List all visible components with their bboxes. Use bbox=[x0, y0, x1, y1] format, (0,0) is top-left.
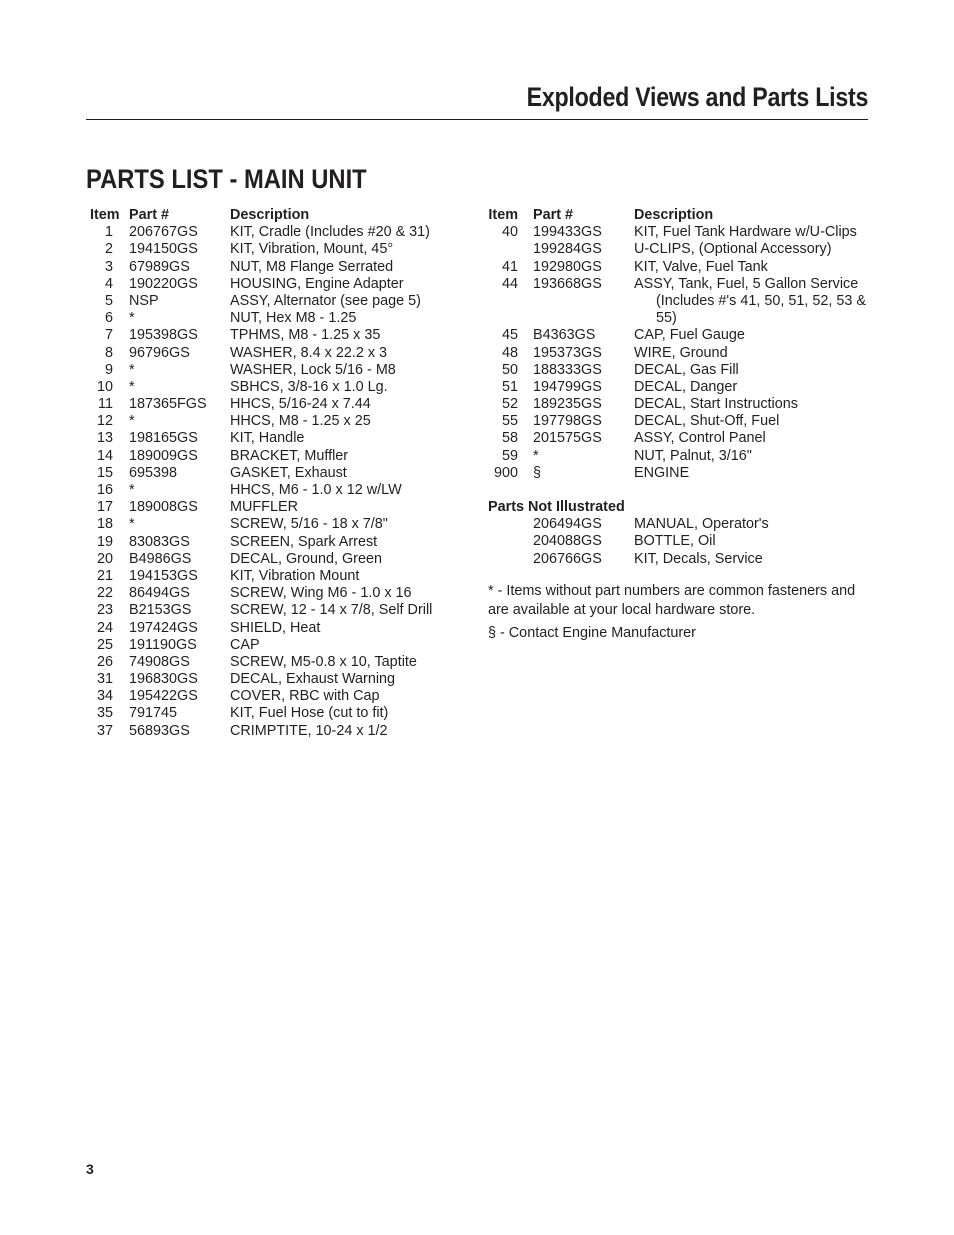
part-description: MANUAL, Operator's bbox=[634, 516, 769, 533]
part-number: B2153GS bbox=[129, 602, 192, 619]
part-number: 96796GS bbox=[129, 344, 190, 361]
section-note: § - Contact Engine Manufacturer bbox=[488, 625, 696, 641]
part-description-continuation: 55) bbox=[656, 310, 677, 327]
part-description: DECAL, Start Instructions bbox=[634, 396, 798, 413]
item-number: 11 bbox=[98, 396, 113, 413]
table-row bbox=[488, 345, 878, 362]
part-description: SBHCS, 3/8-16 x 1.0 Lg. bbox=[230, 378, 388, 395]
part-number: * bbox=[533, 447, 539, 464]
part-description: DECAL, Gas Fill bbox=[634, 361, 739, 378]
part-number: 194153GS bbox=[129, 567, 198, 584]
item-number: 55 bbox=[501, 413, 518, 430]
item-number: 31 bbox=[96, 671, 113, 688]
item-number: 18 bbox=[96, 516, 113, 533]
item-number: 14 bbox=[96, 447, 113, 464]
part-description: KIT, Vibration Mount bbox=[230, 567, 360, 584]
table-row bbox=[488, 533, 878, 550]
part-number: 206767GS bbox=[129, 224, 198, 241]
table-row bbox=[488, 327, 878, 344]
table-row bbox=[90, 499, 460, 516]
part-number: * bbox=[129, 482, 135, 498]
item-number: 25 bbox=[96, 636, 113, 653]
item-number: 17 bbox=[96, 499, 113, 516]
part-description: CRIMPTITE, 10-24 x 1/2 bbox=[230, 722, 388, 739]
part-description: NUT, Hex M8 - 1.25 bbox=[230, 310, 357, 327]
part-description: HHCS, M8 - 1.25 x 25 bbox=[230, 413, 371, 430]
part-description: KIT, Decals, Service bbox=[634, 550, 763, 567]
part-description: U-CLIPS, (Optional Accessory) bbox=[634, 241, 832, 258]
column-header-item: Item bbox=[90, 207, 120, 223]
part-description: KIT, Valve, Fuel Tank bbox=[634, 258, 768, 275]
part-number: 195422GS bbox=[129, 688, 198, 705]
item-number: 15 bbox=[96, 464, 113, 481]
part-description: DECAL, Ground, Green bbox=[230, 550, 382, 567]
part-number: 187365FGS bbox=[129, 396, 207, 413]
part-description: MUFFLER bbox=[230, 499, 298, 516]
part-description: COVER, RBC with Cap bbox=[230, 688, 380, 705]
page-title: PARTS LIST - MAIN UNIT bbox=[86, 164, 367, 194]
table-row bbox=[90, 465, 460, 482]
item-number: 59 bbox=[501, 447, 518, 464]
part-number: * bbox=[129, 378, 135, 395]
table-row bbox=[90, 396, 460, 413]
part-description: WIRE, Ground bbox=[634, 344, 728, 361]
table-body bbox=[488, 224, 878, 482]
item-number: 23 bbox=[96, 602, 113, 619]
part-description: SCREW, 12 - 14 x 7/8, Self Drill bbox=[230, 602, 433, 619]
part-description: HOUSING, Engine Adapter bbox=[230, 275, 404, 292]
part-number: 204088GS bbox=[533, 533, 602, 550]
part-description: KIT, Vibration, Mount, 45° bbox=[230, 241, 394, 258]
item-number: 48 bbox=[501, 344, 518, 361]
part-description: ENGINE bbox=[634, 464, 690, 481]
part-number: 56893GS bbox=[129, 722, 190, 739]
page-number: 3 bbox=[86, 1161, 94, 1177]
table-row bbox=[90, 534, 460, 551]
item-number: 52 bbox=[501, 396, 518, 413]
table-row bbox=[90, 482, 460, 499]
part-description: KIT, Fuel Tank Hardware w/U-Clips bbox=[634, 224, 857, 241]
table-row bbox=[90, 585, 460, 602]
table-row bbox=[90, 310, 460, 327]
item-number: 20 bbox=[96, 550, 113, 567]
table-row bbox=[90, 430, 460, 447]
table-row bbox=[90, 620, 460, 637]
part-description: CAP, Fuel Gauge bbox=[634, 327, 745, 344]
table-header bbox=[90, 207, 460, 224]
part-number: 791745 bbox=[129, 705, 178, 722]
column-header-description: Description bbox=[634, 207, 714, 223]
part-number: 86494GS bbox=[129, 585, 190, 602]
item-number: 34 bbox=[96, 688, 113, 705]
table-row bbox=[90, 413, 460, 430]
part-description: HHCS, M6 - 1.0 x 12 w/LW bbox=[230, 482, 402, 498]
part-number: * bbox=[129, 361, 135, 378]
item-number: 50 bbox=[501, 361, 518, 378]
item-number: 4 bbox=[104, 275, 113, 292]
table-row bbox=[90, 637, 460, 654]
part-description: CAP bbox=[230, 636, 260, 653]
table-row bbox=[90, 241, 460, 258]
part-number: 199284GS bbox=[533, 241, 602, 258]
asterisk-note: * - Items without part numbers are common fasteners and are available at your local hardware store. bbox=[488, 583, 856, 618]
table-row bbox=[488, 465, 878, 482]
parts-table-right bbox=[488, 207, 878, 568]
item-number: 35 bbox=[96, 705, 113, 722]
part-number: NSP bbox=[129, 292, 159, 309]
table-row-continuation bbox=[488, 310, 878, 327]
part-number: 189235GS bbox=[533, 396, 602, 413]
table-row bbox=[488, 551, 878, 568]
part-number: 189009GS bbox=[129, 447, 198, 464]
table-row bbox=[90, 516, 460, 533]
part-number: B4363GS bbox=[533, 327, 596, 344]
part-number: 83083GS bbox=[129, 533, 190, 550]
part-number: * bbox=[129, 310, 135, 327]
item-number: 2 bbox=[104, 241, 113, 258]
item-number: 16 bbox=[96, 482, 113, 498]
table-row bbox=[90, 671, 460, 688]
item-number: 10 bbox=[96, 378, 113, 395]
part-description: KIT, Fuel Hose (cut to fit) bbox=[230, 705, 389, 722]
table-row bbox=[90, 448, 460, 465]
header-title: Exploded Views and Parts Lists bbox=[526, 82, 868, 112]
part-number: * bbox=[129, 413, 135, 430]
part-number: 196830GS bbox=[129, 671, 198, 688]
table-row bbox=[90, 654, 460, 671]
table-row bbox=[488, 413, 878, 430]
part-number: 194799GS bbox=[533, 378, 602, 395]
part-description: DECAL, Exhaust Warning bbox=[230, 671, 396, 688]
part-description: WASHER, Lock 5/16 - M8 bbox=[230, 361, 396, 378]
item-number: 9 bbox=[104, 361, 113, 378]
part-number: 74908GS bbox=[129, 653, 190, 670]
table-row bbox=[488, 396, 878, 413]
part-description: NUT, M8 Flange Serrated bbox=[230, 258, 394, 275]
table-body bbox=[90, 224, 460, 740]
part-description: ASSY, Tank, Fuel, 5 Gallon Service bbox=[634, 275, 859, 292]
part-description: ASSY, Alternator (see page 5) bbox=[230, 292, 421, 309]
part-description: SHIELD, Heat bbox=[230, 619, 321, 636]
part-description: BRACKET, Muffler bbox=[230, 447, 349, 464]
part-description: DECAL, Danger bbox=[634, 378, 738, 395]
item-number: 41 bbox=[501, 258, 518, 275]
item-number: 24 bbox=[96, 619, 113, 636]
part-number: 195398GS bbox=[129, 327, 198, 344]
table-row bbox=[90, 688, 460, 705]
table-row bbox=[488, 224, 878, 241]
table-row bbox=[488, 448, 878, 465]
part-number: 193668GS bbox=[533, 275, 602, 292]
item-number: 40 bbox=[501, 224, 518, 241]
table-row bbox=[90, 705, 460, 722]
not-illustrated-list bbox=[488, 516, 878, 568]
item-number: 37 bbox=[96, 722, 113, 739]
table-row bbox=[90, 293, 460, 310]
column-header-part: Part # bbox=[129, 207, 169, 223]
part-number: 67989GS bbox=[129, 258, 190, 275]
table-row bbox=[90, 379, 460, 396]
part-number: 191190GS bbox=[129, 636, 197, 653]
part-number: § bbox=[533, 464, 542, 481]
table-row bbox=[488, 259, 878, 276]
part-number: 206766GS bbox=[533, 550, 602, 567]
part-number: * bbox=[129, 516, 135, 533]
table-row bbox=[90, 568, 460, 585]
item-number: 1 bbox=[104, 224, 113, 241]
part-number: 201575GS bbox=[533, 430, 602, 447]
part-number: 188333GS bbox=[533, 361, 602, 378]
table-row bbox=[90, 362, 460, 379]
header-divider bbox=[86, 119, 868, 120]
not-illustrated-title: Parts Not Illustrated bbox=[488, 499, 625, 515]
part-description: SCREEN, Spark Arrest bbox=[230, 533, 378, 550]
item-number: 13 bbox=[96, 430, 113, 447]
item-number: 19 bbox=[96, 533, 113, 550]
part-description: SCREW, 5/16 - 18 x 7/8" bbox=[230, 516, 388, 533]
item-number: 51 bbox=[501, 378, 518, 395]
item-number: 58 bbox=[501, 430, 518, 447]
item-number: 3 bbox=[104, 258, 113, 275]
part-number: 206494GS bbox=[533, 516, 602, 533]
table-row bbox=[488, 276, 878, 293]
item-number: 45 bbox=[501, 327, 518, 344]
item-number: 22 bbox=[96, 585, 113, 602]
item-number: 26 bbox=[96, 653, 113, 670]
part-number: 194150GS bbox=[129, 241, 198, 258]
part-description: HHCS, 5/16-24 x 7.44 bbox=[230, 396, 371, 413]
part-number: 199433GS bbox=[533, 224, 602, 241]
table-header bbox=[488, 207, 878, 224]
part-number: 195373GS bbox=[533, 344, 602, 361]
table-row bbox=[90, 723, 460, 740]
item-number: 5 bbox=[104, 292, 113, 309]
table-row bbox=[488, 516, 878, 533]
table-row bbox=[90, 276, 460, 293]
table-row bbox=[90, 224, 460, 241]
part-number: 192980GS bbox=[533, 258, 602, 275]
column-header-item: Item bbox=[488, 207, 518, 223]
table-row bbox=[488, 362, 878, 379]
part-number: 190220GS bbox=[129, 275, 198, 292]
part-number: 189008GS bbox=[129, 499, 198, 516]
part-description: KIT, Handle bbox=[230, 430, 305, 447]
part-description: BOTTLE, Oil bbox=[634, 533, 716, 550]
column-header-description: Description bbox=[230, 207, 310, 223]
part-number: 197424GS bbox=[129, 619, 198, 636]
part-number: 198165GS bbox=[129, 430, 198, 447]
item-number: 6 bbox=[104, 310, 113, 327]
part-description-continuation: (Includes #'s 41, 50, 51, 52, 53 & bbox=[656, 292, 866, 309]
part-number: 695398 bbox=[129, 464, 178, 481]
item-number: 8 bbox=[104, 344, 113, 361]
part-description: TPHMS, M8 - 1.25 x 35 bbox=[230, 327, 381, 344]
item-number: 12 bbox=[96, 413, 113, 430]
table-row bbox=[488, 241, 878, 258]
part-description: SCREW, Wing M6 - 1.0 x 16 bbox=[230, 585, 412, 602]
table-row bbox=[90, 259, 460, 276]
item-number: 44 bbox=[501, 275, 518, 292]
part-description: KIT, Cradle (Includes #20 & 31) bbox=[230, 224, 430, 241]
part-number: B4986GS bbox=[129, 550, 192, 567]
table-row bbox=[90, 327, 460, 344]
part-description: DECAL, Shut-Off, Fuel bbox=[634, 413, 780, 430]
item-number: 900 bbox=[493, 464, 518, 481]
table-row bbox=[90, 602, 460, 619]
table-row-continuation bbox=[488, 293, 878, 310]
item-number: 7 bbox=[104, 327, 113, 344]
table-row bbox=[488, 379, 878, 396]
part-description: NUT, Palnut, 3/16" bbox=[634, 447, 752, 464]
table-row bbox=[90, 345, 460, 362]
part-number: 197798GS bbox=[533, 413, 602, 430]
table-row bbox=[488, 430, 878, 447]
table-row bbox=[90, 551, 460, 568]
parts-table-left bbox=[90, 207, 460, 740]
part-description: GASKET, Exhaust bbox=[230, 464, 347, 481]
column-header-part: Part # bbox=[533, 207, 573, 223]
part-description: SCREW, M5-0.8 x 10, Taptite bbox=[230, 653, 417, 670]
part-description: WASHER, 8.4 x 22.2 x 3 bbox=[230, 344, 388, 361]
part-description: ASSY, Control Panel bbox=[634, 430, 766, 447]
item-number: 21 bbox=[96, 567, 113, 584]
